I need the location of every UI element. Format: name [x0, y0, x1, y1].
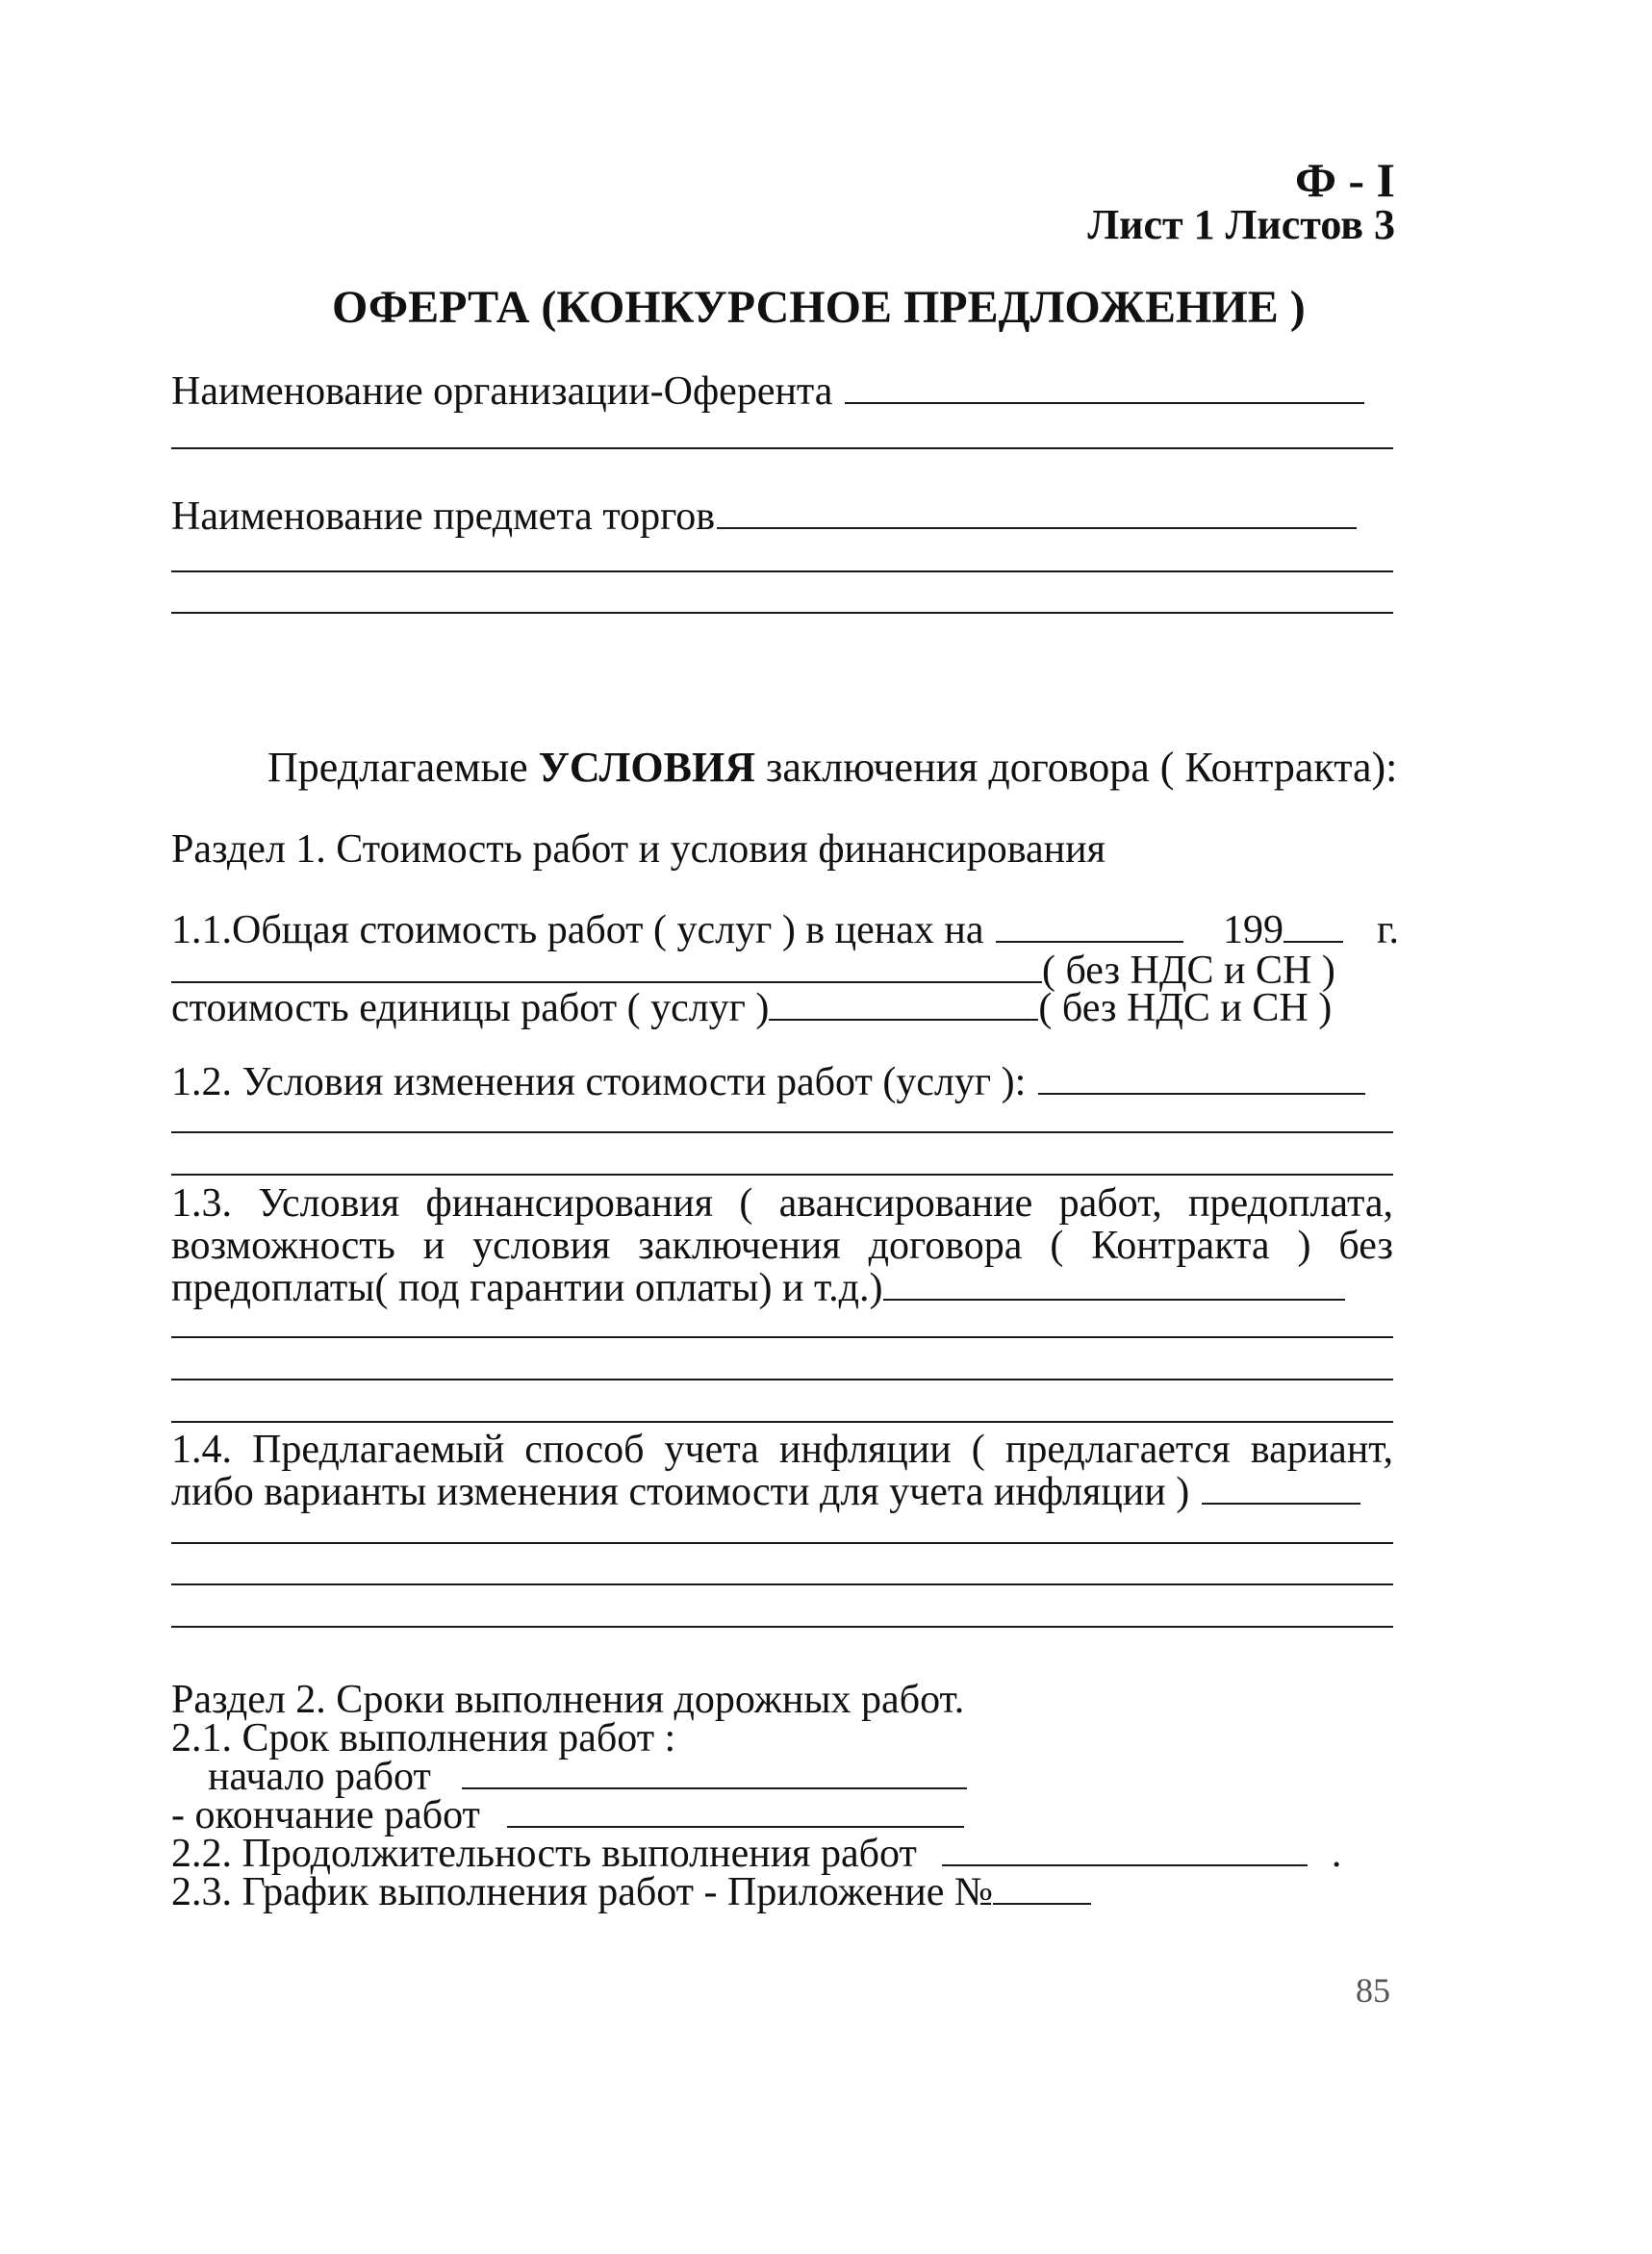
start-blank[interactable] — [462, 1787, 967, 1789]
conditions-intro — [267, 744, 1398, 791]
item-1-4-line-2: либо варианты изменения стоимости для учета инфляции ) — [171, 1470, 1190, 1514]
item-2-2-row — [171, 1834, 1341, 1874]
item-1-3-row-3 — [171, 1268, 1345, 1308]
unit-cost-blank[interactable] — [769, 1019, 1038, 1021]
item-1-2-blank[interactable] — [1038, 1093, 1365, 1095]
price-date-blank[interactable] — [996, 941, 1183, 943]
year-suffix: г. — [1377, 908, 1399, 952]
item-1-4-row-2 — [171, 1472, 1362, 1512]
item-1-2-line-3[interactable] — [171, 1174, 1393, 1176]
document-title: ОФЕРТА (КОНКУРСНОЕ ПРЕДЛОЖЕНИЕ ) — [332, 282, 1306, 333]
appendix-number-blank[interactable] — [993, 1903, 1091, 1905]
end-row — [171, 1795, 966, 1836]
item-1-2-line-2[interactable] — [171, 1131, 1393, 1133]
unit-cost-row — [171, 988, 1332, 1028]
subject-row — [171, 496, 1359, 537]
item-1-3-line-1: 1.3. Условия финансирования ( авансирование работ, предоплата, — [171, 1181, 1393, 1226]
duration-blank[interactable] — [942, 1864, 1308, 1866]
item-1-4-line-3[interactable] — [171, 1542, 1393, 1544]
item-2-2-end: . — [1331, 1832, 1342, 1876]
section2-heading: Раздел 2. Сроки выполнения дорожных работ. — [171, 1678, 965, 1722]
item-1-4-line-4[interactable] — [171, 1583, 1393, 1585]
conditions-prefix: Предлагаемые — [267, 744, 528, 791]
item-1-1-label: 1.1.Общая стоимость работ ( услуг ) в ценах на — [171, 908, 984, 952]
item-2-3-label: 2.3. График выполнения работ - Приложение № — [171, 1870, 993, 1914]
item-2-1: 2.1. Срок выполнения работ : — [171, 1716, 676, 1760]
subject-blank[interactable] — [717, 527, 1357, 529]
conditions-emphasis: УСЛОВИЯ — [538, 744, 755, 791]
item-1-3-line-2: возможность и условия заключения договора ( Контракта ) без — [171, 1224, 1393, 1268]
no-vat-1: ( без НДС и СН ) — [1042, 949, 1335, 993]
year-blank[interactable] — [1283, 941, 1343, 943]
total-cost-row — [171, 950, 1335, 991]
item-2-2-label: 2.2. Продолжительность выполнения работ — [171, 1832, 917, 1876]
item-2-3-row — [171, 1872, 1091, 1912]
sheet-info: Лист 1 Листов 3 — [1087, 201, 1395, 248]
item-1-3-line-4[interactable] — [171, 1336, 1393, 1338]
page-number: 85 — [1356, 1971, 1390, 2010]
year-prefix: 199 — [1223, 908, 1283, 952]
item-1-1-row — [171, 910, 1399, 950]
org-name-line-2[interactable] — [171, 447, 1393, 449]
org-name-blank[interactable] — [845, 402, 1364, 404]
start-label: начало работ — [208, 1755, 431, 1799]
org-name-label: Наименование организации-Оферента — [171, 369, 833, 414]
item-1-3-blank[interactable] — [883, 1299, 1345, 1301]
item-1-3-line-6[interactable] — [171, 1421, 1393, 1423]
item-1-4-line-5[interactable] — [171, 1626, 1393, 1628]
no-vat-2: ( без НДС и СН ) — [1038, 986, 1333, 1030]
form-code: Ф - I — [1294, 153, 1395, 207]
item-1-3-line-3: предоплаты( под гарантии оплаты) и т.д.) — [171, 1266, 883, 1310]
start-row — [208, 1757, 969, 1797]
item-1-4-blank[interactable] — [1202, 1503, 1360, 1505]
item-1-4-line-1: 1.4. Предлагаемый способ учета инфляции ( предлагается вариант, — [171, 1428, 1393, 1472]
item-1-3-line-5[interactable] — [171, 1379, 1393, 1380]
org-name-row — [171, 371, 1366, 412]
item-1-2-row — [171, 1062, 1367, 1102]
end-blank[interactable] — [507, 1826, 964, 1828]
section1-heading: Раздел 1. Стоимость работ и условия финансирования — [171, 827, 1106, 872]
conditions-suffix: заключения договора ( Контракта): — [765, 744, 1398, 791]
subject-line-3[interactable] — [171, 612, 1393, 614]
total-cost-blank[interactable] — [171, 981, 1042, 983]
unit-cost-label: стоимость единицы работ ( услуг ) — [171, 986, 770, 1030]
subject-label: Наименование предмета торгов — [171, 494, 716, 539]
item-1-2-label: 1.2. Условия изменения стоимости работ (услуг ): — [171, 1060, 1027, 1104]
end-label: - окончание работ — [171, 1793, 480, 1837]
subject-line-2[interactable] — [171, 570, 1393, 572]
